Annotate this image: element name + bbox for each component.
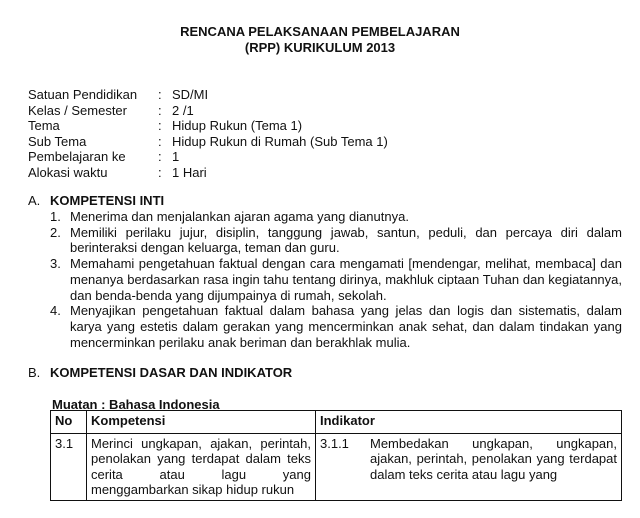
section-title: KOMPETENSI DASAR DAN INDIKATOR (50, 365, 293, 380)
info-value: SD/MI (172, 87, 209, 102)
list-text: Memahami pengetahuan faktual dengan cara mengamati [mendengar, melihat, membaca] dan menanya berdasarkan rasa ingin tahu tentang dirinya, makhluk ciptaan Tuhan dan kegiatannya, dan benda-benda yang dijumpainya di rumah, sekolah. (70, 256, 622, 303)
info-row (28, 87, 388, 103)
section-letter: A. (28, 193, 41, 208)
info-colon: : (158, 118, 162, 134)
info-colon: : (158, 133, 162, 149)
section-a-heading (28, 193, 164, 209)
section-letter: B. (28, 365, 41, 380)
indikator-text: Membedakan ungkapan, ungkapan, ajakan, perintah, penolakan yang terdapat dalam teks cerita atau lagu yang (370, 436, 617, 482)
kompetensi-inti-list (50, 209, 622, 350)
info-value: Hidup Rukun di Rumah (Sub Tema 1) (172, 133, 388, 149)
info-label: Tema (28, 118, 60, 134)
list-text: Menyajikan pengetahuan faktual dalam bahasa yang jelas dan logis dan sistematis, dalam karya yang estetis dalam gerakan yang mencerminkan anak sehat, dan dalam tindakan yang mencerminkan perilaku anak beriman dan berakhlak mulia. (70, 303, 622, 350)
list-item (50, 303, 622, 350)
identity-block (28, 87, 388, 181)
indikator-number: 3.1.1 (320, 436, 349, 451)
document-title-line2: (RPP) KURIKULUM 2013 (244, 40, 396, 55)
cell-indikator (316, 434, 622, 501)
info-value: 1 Hari (172, 164, 207, 180)
cell-kompetensi: Merinci ungkapan, ajakan, perintah, penolakan yang terdapat dalam teks cerita atau lagu yang menggambarkan sikap hidup rukun (87, 434, 316, 501)
info-row (28, 103, 388, 119)
info-label: Kelas / Semester (28, 102, 127, 118)
info-label: Sub Tema (28, 133, 87, 149)
header-indikator: Indikator (316, 411, 622, 434)
info-label: Alokasi waktu (28, 164, 108, 180)
muatan-label: Muatan : Bahasa Indonesia (52, 397, 220, 412)
info-label: Satuan Pendidikan (28, 87, 138, 102)
table-header-row (51, 411, 622, 434)
info-row (28, 118, 388, 134)
info-colon: : (158, 149, 162, 165)
list-number: 4. (50, 303, 61, 319)
info-colon: : (158, 164, 162, 180)
list-text: Menerima dan menjalankan ajaran agama yang dianutnya. (70, 209, 409, 224)
list-number: 2. (50, 224, 61, 240)
info-colon: : (158, 87, 162, 102)
list-item (50, 209, 622, 225)
document-title-line1: RENCANA PELAKSANAAN PEMBELAJARAN (180, 24, 460, 39)
header-no: No (51, 411, 87, 434)
cell-no: 3.1 (51, 434, 87, 501)
info-row (28, 165, 388, 181)
info-label: Pembelajaran ke (28, 149, 126, 165)
list-text: Memiliki perilaku jujur, disiplin, tanggung jawab, santun, peduli, dan percaya diri dalam berinteraksi dengan keluarga, teman dan guru. (70, 224, 622, 256)
info-row (28, 134, 388, 150)
info-value: Hidup Rukun (Tema 1) (172, 118, 303, 134)
list-number: 3. (50, 256, 61, 272)
section-b-heading (28, 365, 292, 381)
kompetensi-table (50, 410, 622, 501)
info-colon: : (158, 102, 162, 118)
header-kompetensi: Kompetensi (87, 411, 316, 434)
list-item (50, 256, 622, 303)
table-row (51, 434, 622, 501)
list-item (50, 225, 622, 256)
info-value: 2 /1 (172, 102, 194, 118)
list-number: 1. (50, 209, 61, 224)
section-title: KOMPETENSI INTI (50, 193, 165, 208)
info-row (28, 149, 388, 165)
info-value: 1 (172, 149, 180, 165)
